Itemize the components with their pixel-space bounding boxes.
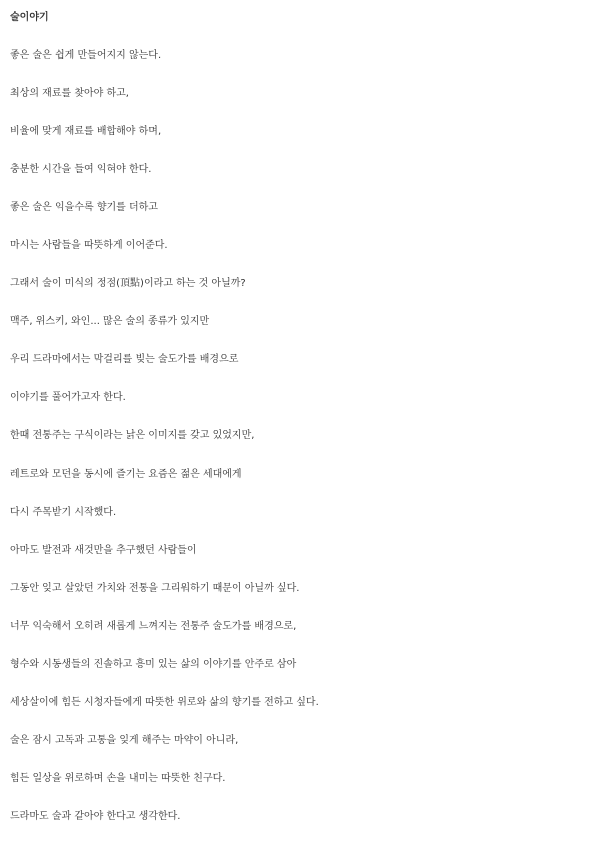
text-line-14: 아마도 발전과 새것만을 추구했던 사람들이 [10, 544, 197, 556]
text-line-8: 맥주, 위스키, 와인... 많은 술의 종류가 있지만 [10, 316, 210, 328]
text-line-3: 비율에 맞게 재료를 배합해야 하며, [10, 126, 162, 138]
text-line-17: 형수와 시동생들의 진솔하고 흥미 있는 삶의 이야기를 안주로 삼아 [10, 658, 297, 670]
text-line-5: 좋은 술은 익을수록 향기를 더하고 [10, 202, 158, 214]
text-line-18: 세상살이에 힘든 시청자들에게 따뜻한 위로와 삶의 향기를 전하고 싶다. [10, 696, 319, 708]
text-line-20: 힘든 일상을 위로하며 손을 내미는 따뜻한 친구다. [10, 772, 226, 784]
text-line-13: 다시 주목받기 시작했다. [10, 506, 117, 518]
text-line-7: 그래서 술이 미식의 정점(頂點)이라고 하는 것 아닐까? [10, 278, 246, 290]
text-line-10: 이야기를 풀어가고자 한다. [10, 392, 126, 404]
text-line-16: 너무 익숙해서 오히려 새롭게 느껴지는 전통주 술도가를 배경으로, [10, 620, 297, 632]
text-line-4: 충분한 시간을 들여 익혀야 한다. [10, 164, 152, 176]
text-line-6: 마시는 사람들을 따뜻하게 이어준다. [10, 240, 168, 252]
text-line-12: 레트로와 모던을 동시에 즐기는 요즘은 젊은 세대에게 [10, 468, 242, 480]
text-line-15: 그동안 잊고 살았던 가치와 전통을 그리워하기 때문이 아닐까 싶다. [10, 582, 300, 594]
text-line-9: 우리 드라마에서는 막걸리를 빚는 술도가를 배경으로 [10, 354, 239, 366]
text-line-21: 드라마도 술과 같아야 한다고 생각한다. [10, 810, 181, 822]
text-line-11: 한때 전통주는 구식이라는 낡은 이미지를 갖고 있었지만, [10, 430, 255, 442]
text-line-2: 최상의 재료를 찾아야 하고, [10, 88, 129, 100]
paragraph-lines [10, 44, 600, 829]
text-line-19: 술은 잠시 고독과 고통을 잊게 해주는 마약이 아니라, [10, 734, 239, 746]
document-body [10, 6, 600, 843]
text-line-1: 좋은 술은 쉽게 만들어지지 않는다. [10, 50, 162, 61]
document-title: 술이야기 [10, 12, 49, 23]
